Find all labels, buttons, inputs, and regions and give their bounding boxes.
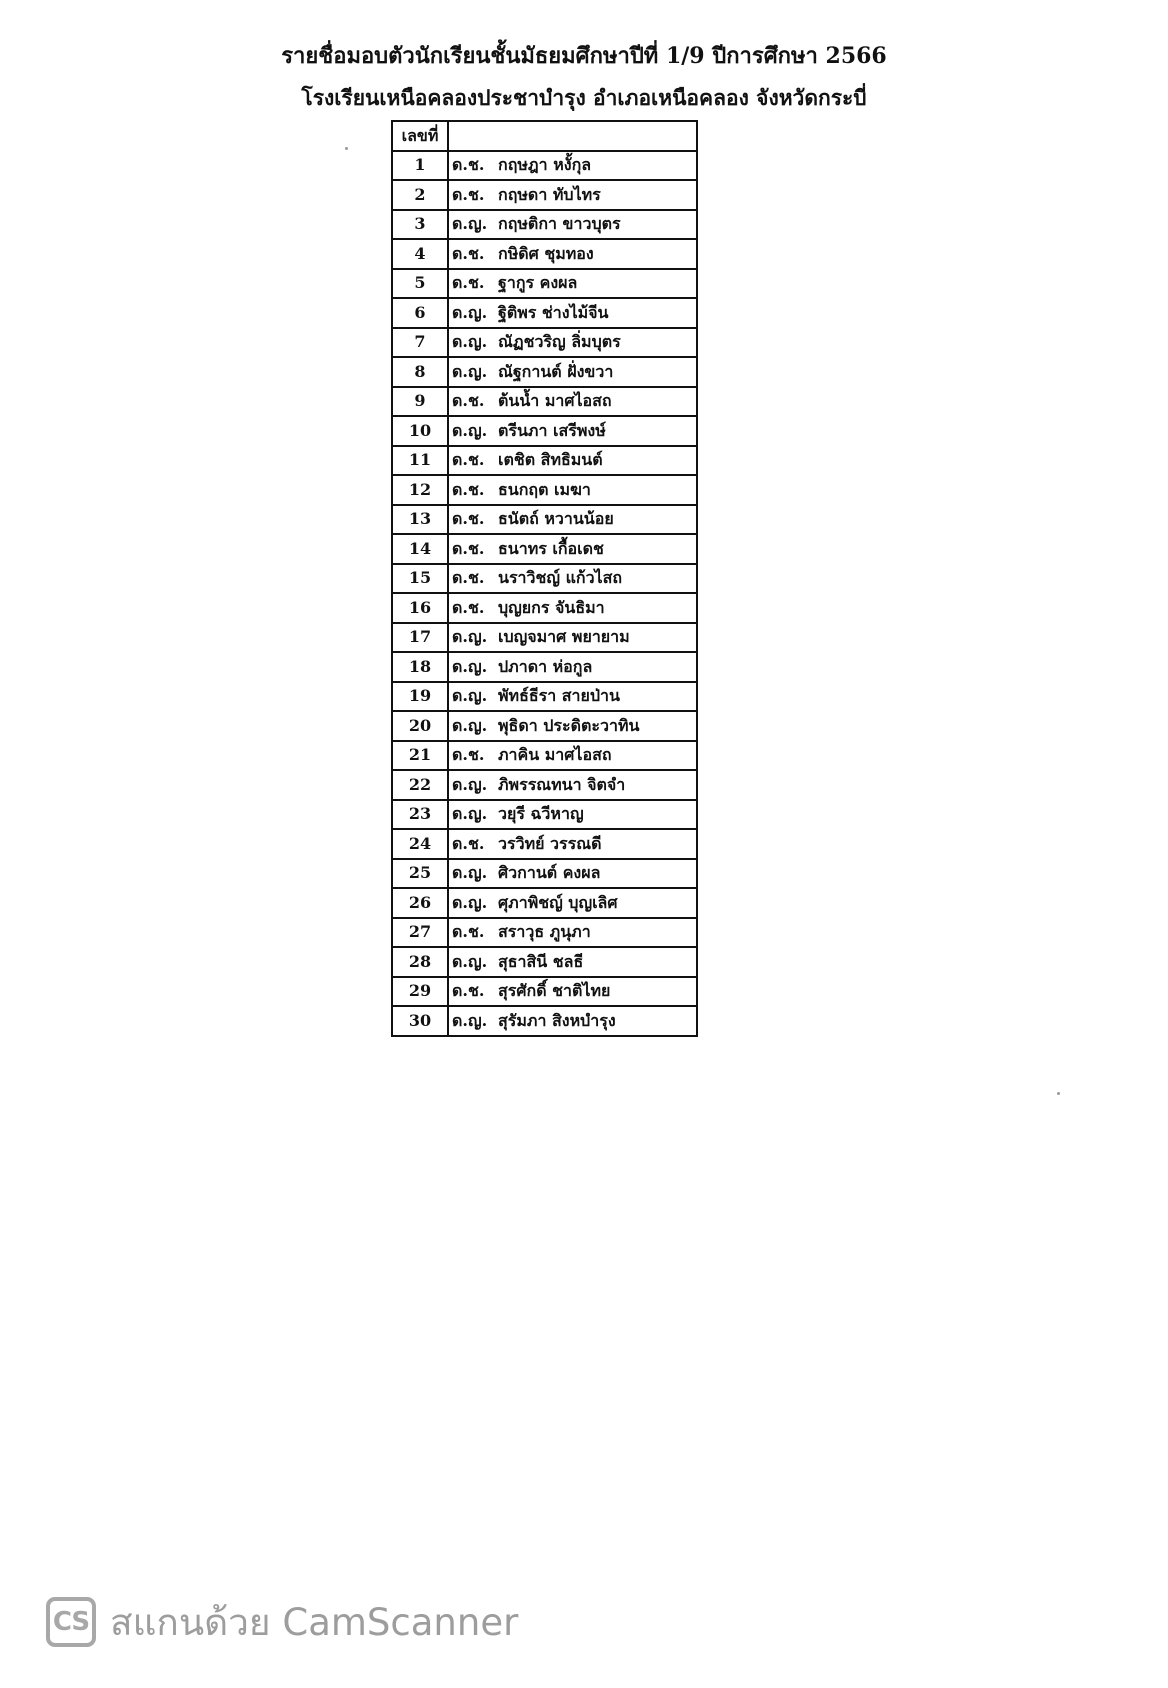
student-name: ธนัตถ์ หวานน้อย — [498, 509, 614, 529]
table-row — [392, 859, 697, 889]
table-header-row — [392, 121, 697, 151]
student-name: สุรศักดิ์ ชาติไทย — [498, 981, 611, 1001]
student-name: ธนาทร เกื้อเดช — [498, 538, 604, 558]
name-prefix: ด.ช. — [452, 273, 485, 293]
student-name: กฤษดา ทับไทร — [498, 184, 601, 204]
student-name-cell — [448, 269, 697, 299]
student-name-cell — [448, 298, 697, 328]
row-number: 6 — [392, 298, 448, 328]
student-name: ณัฐกานต์ ฝั่งขวา — [498, 361, 614, 381]
row-number: 15 — [392, 564, 448, 594]
row-number: 20 — [392, 711, 448, 741]
row-number: 27 — [392, 918, 448, 948]
name-prefix: ด.ช. — [452, 391, 485, 411]
table-row — [392, 534, 697, 564]
table-row — [392, 475, 697, 505]
name-prefix: ด.ช. — [452, 745, 485, 765]
student-name: นราวิชญ์ แก้วไสถ — [498, 568, 623, 588]
name-prefix: ด.ช. — [452, 509, 485, 529]
student-name-cell — [448, 180, 697, 210]
student-name: ภิพรรณทนา จิตจำ — [498, 774, 626, 794]
name-prefix: ด.ช. — [452, 479, 485, 499]
student-name-cell — [448, 151, 697, 181]
student-name: ณัฏชวริญ ลิ่มบุตร — [498, 332, 621, 352]
student-name: ตรีนภา เสรีพงษ์ — [498, 420, 606, 440]
student-name: สุธาสินี ชลธี — [498, 951, 584, 971]
row-number: 28 — [392, 947, 448, 977]
student-name-cell — [448, 505, 697, 535]
table-row — [392, 328, 697, 358]
student-name-cell — [448, 829, 697, 859]
student-name-cell — [448, 475, 697, 505]
name-prefix: ด.ช. — [452, 450, 485, 470]
table-row — [392, 269, 697, 299]
student-name: พุธิดา ประดิตะวาทิน — [498, 715, 640, 735]
student-name-cell — [448, 534, 697, 564]
table-body — [392, 151, 697, 1036]
student-name-cell — [448, 239, 697, 269]
student-name-cell — [448, 652, 697, 682]
table-row — [392, 151, 697, 181]
student-name: ต้นน้ำ มาศไอสถ — [498, 391, 612, 411]
table-row — [392, 711, 697, 741]
row-number: 19 — [392, 682, 448, 712]
table-row — [392, 1006, 697, 1036]
student-name-cell — [448, 446, 697, 476]
table-row — [392, 800, 697, 830]
student-name: ธนกฤต เมฆา — [498, 479, 591, 499]
row-number: 24 — [392, 829, 448, 859]
table-row — [392, 682, 697, 712]
table-row — [392, 210, 697, 240]
row-number: 1 — [392, 151, 448, 181]
row-number: 13 — [392, 505, 448, 535]
student-name-cell — [448, 977, 697, 1007]
student-name: สุรัมภา สิงหบำรุง — [498, 1010, 616, 1030]
table-row — [392, 918, 697, 948]
row-number: 14 — [392, 534, 448, 564]
name-prefix: ด.ญ. — [452, 656, 488, 676]
name-prefix: ด.ญ. — [452, 804, 488, 824]
row-number: 16 — [392, 593, 448, 623]
student-name-cell — [448, 859, 697, 889]
student-name: วรวิทย์ วรรณดี — [498, 833, 602, 853]
name-prefix: ด.ช. — [452, 833, 485, 853]
row-number: 25 — [392, 859, 448, 889]
name-prefix: ด.ญ. — [452, 892, 488, 912]
name-prefix: ด.ญ. — [452, 863, 488, 883]
student-name: กษิดิศ ชุมทอง — [498, 243, 594, 263]
row-number: 18 — [392, 652, 448, 682]
row-number: 23 — [392, 800, 448, 830]
name-prefix: ด.ช. — [452, 568, 485, 588]
student-name-cell — [448, 593, 697, 623]
row-number: 10 — [392, 416, 448, 446]
table-row — [392, 180, 697, 210]
name-prefix: ด.ญ. — [452, 774, 488, 794]
name-prefix: ด.ช. — [452, 538, 485, 558]
student-name: กฤษติกา ขาวบุตร — [498, 214, 621, 234]
table-row — [392, 741, 697, 771]
student-name-cell — [448, 770, 697, 800]
watermark-text: สแกนด้วย CamScanner — [110, 1600, 519, 1644]
student-name-cell — [448, 328, 697, 358]
row-number: 5 — [392, 269, 448, 299]
student-name-cell — [448, 711, 697, 741]
table-row — [392, 593, 697, 623]
table-row — [392, 298, 697, 328]
student-name: เบญจมาศ พยายาม — [498, 627, 630, 647]
document-title: รายชื่อมอบตัวนักเรียนชั้นมัธยมศึกษาปีที่ 1/9 ปีการศึกษา 2566 — [281, 43, 887, 69]
table-row — [392, 947, 697, 977]
camscanner-logo-icon: CS — [46, 1597, 96, 1647]
row-number: 30 — [392, 1006, 448, 1036]
row-number: 7 — [392, 328, 448, 358]
name-prefix: ด.ญ. — [452, 302, 488, 322]
row-number: 9 — [392, 387, 448, 417]
row-number: 17 — [392, 623, 448, 653]
student-name-cell — [448, 918, 697, 948]
student-name-cell — [448, 564, 697, 594]
student-name-cell — [448, 888, 697, 918]
student-name-cell — [448, 682, 697, 712]
name-prefix: ด.ญ. — [452, 951, 488, 971]
student-name: ปภาดา ห่อกูล — [498, 656, 593, 676]
row-number: 29 — [392, 977, 448, 1007]
student-name-cell — [448, 416, 697, 446]
row-number: 4 — [392, 239, 448, 269]
student-name: พัทธ์ธีรา สายป่าน — [498, 686, 620, 706]
student-name-cell — [448, 387, 697, 417]
scan-speck — [1057, 1092, 1060, 1095]
name-prefix: ด.ญ. — [452, 361, 488, 381]
name-prefix: ด.ญ. — [452, 420, 488, 440]
row-number: 21 — [392, 741, 448, 771]
scan-speck — [345, 147, 348, 150]
table-row — [392, 416, 697, 446]
student-name-cell — [448, 210, 697, 240]
table-row — [392, 387, 697, 417]
student-name: ศิวกานต์ คงผล — [498, 863, 601, 883]
student-name: วยุรี ฉวีหาญ — [498, 804, 584, 824]
table-row — [392, 829, 697, 859]
student-name-cell — [448, 623, 697, 653]
student-name: ศุภาพิชญ์ บุญเลิศ — [498, 892, 618, 912]
table-row — [392, 446, 697, 476]
row-number: 22 — [392, 770, 448, 800]
student-name-cell — [448, 1006, 697, 1036]
name-prefix: ด.ญ. — [452, 627, 488, 647]
row-number: 11 — [392, 446, 448, 476]
table-row — [392, 977, 697, 1007]
name-prefix: ด.ญ. — [452, 1010, 488, 1030]
row-number: 8 — [392, 357, 448, 387]
row-number: 26 — [392, 888, 448, 918]
header-name — [448, 121, 697, 151]
name-prefix: ด.ช. — [452, 184, 485, 204]
row-number: 3 — [392, 210, 448, 240]
student-name: ฐากูร คงผล — [498, 273, 578, 293]
name-prefix: ด.ญ. — [452, 715, 488, 735]
name-prefix: ด.ช. — [452, 597, 485, 617]
table-row — [392, 357, 697, 387]
table-row — [392, 623, 697, 653]
student-name-cell — [448, 357, 697, 387]
student-name: สราวุธ ภูนุภา — [498, 922, 591, 942]
table-row — [392, 652, 697, 682]
student-name-cell — [448, 800, 697, 830]
document-subtitle: โรงเรียนเหนือคลองประชาบำรุง อำเภอเหนือคลอง จังหวัดกระบี่ — [301, 85, 867, 110]
name-prefix: ด.ญ. — [452, 332, 488, 352]
table-row — [392, 770, 697, 800]
student-name: บุญยกร จันธิมา — [498, 597, 605, 617]
student-name: กฤษฎา หงั้กุล — [498, 155, 592, 175]
row-number: 2 — [392, 180, 448, 210]
table-row — [392, 505, 697, 535]
name-prefix: ด.ญ. — [452, 686, 488, 706]
name-prefix: ด.ช. — [452, 922, 485, 942]
student-name-cell — [448, 947, 697, 977]
name-prefix: ด.ญ. — [452, 214, 488, 234]
table-row — [392, 239, 697, 269]
table-row — [392, 888, 697, 918]
student-name: เตชิต สิทธิมนต์ — [498, 450, 603, 470]
name-prefix: ด.ช. — [452, 155, 485, 175]
table-row — [392, 564, 697, 594]
name-prefix: ด.ช. — [452, 981, 485, 1001]
student-name: ภาคิน มาศไอสถ — [498, 745, 612, 765]
name-prefix: ด.ช. — [452, 243, 485, 263]
row-number: 12 — [392, 475, 448, 505]
student-name-cell — [448, 741, 697, 771]
camscanner-watermark — [46, 1594, 518, 1650]
header-number: เลขที่ — [392, 121, 448, 151]
student-roster-table — [391, 120, 698, 1037]
student-name: ฐิติพร ช่างไม้จีน — [498, 302, 609, 322]
